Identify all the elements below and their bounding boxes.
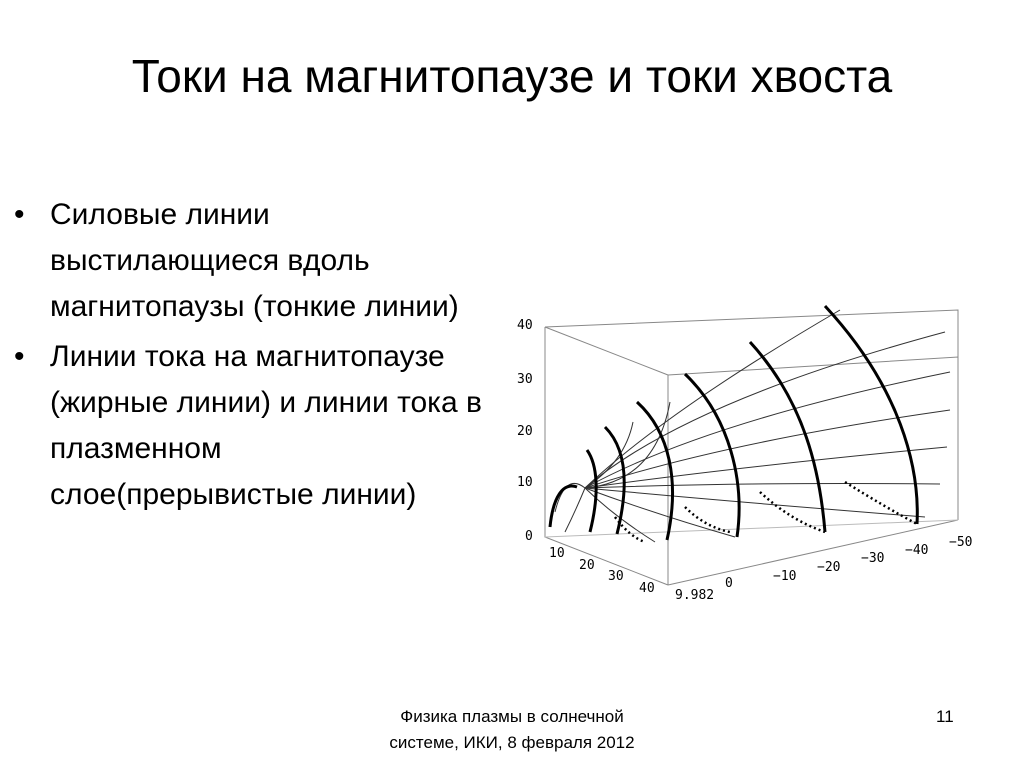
x-tick: −20	[817, 560, 841, 575]
current-lines	[550, 306, 917, 540]
x-axis-labels	[725, 535, 972, 591]
x-tick: −30	[861, 551, 885, 566]
page-number: 11	[936, 707, 954, 726]
y-tick: 20	[579, 558, 595, 573]
magnetopause-currents-figure	[505, 292, 985, 612]
x-tick: 0	[725, 576, 733, 591]
bullet-marker: •	[14, 198, 25, 231]
x-tick: −40	[905, 543, 929, 558]
footer-caption	[330, 704, 694, 756]
slide-title: Токи на магнитопаузе и токи хвоста	[131, 50, 893, 102]
y-tick: 30	[608, 569, 624, 584]
bullet-item	[14, 192, 484, 330]
footer-line: системе, ИКИ, 8 февраля 2012	[389, 733, 635, 752]
plasma-sheet-currents	[615, 482, 917, 542]
z-tick: 20	[517, 424, 533, 439]
y-tick: 40	[639, 581, 655, 596]
z-tick: 30	[517, 372, 533, 387]
x-tick: −10	[773, 569, 797, 584]
corner-label: 9.982	[675, 588, 715, 603]
y-axis-labels	[549, 546, 655, 596]
z-tick: 10	[517, 475, 533, 490]
y-tick: 10	[549, 546, 565, 561]
footer-line: Физика плазмы в солнечной	[400, 707, 624, 726]
bullet-list	[14, 192, 484, 522]
x-tick: −50	[949, 535, 973, 550]
bounding-box	[545, 310, 958, 585]
z-tick: 40	[517, 318, 533, 333]
bullet-marker: •	[14, 340, 25, 373]
bullet-text: Силовые линии выстилающиеся вдоль магнитопаузы (тонкие линии)	[50, 198, 459, 323]
z-tick: 0	[525, 529, 533, 544]
z-axis-labels	[517, 318, 533, 544]
bullet-item	[14, 334, 484, 518]
bullet-text: Линии тока на магнитопаузе (жирные линии) и линии тока в плазменном слое(прерывистые линии)	[50, 340, 482, 511]
